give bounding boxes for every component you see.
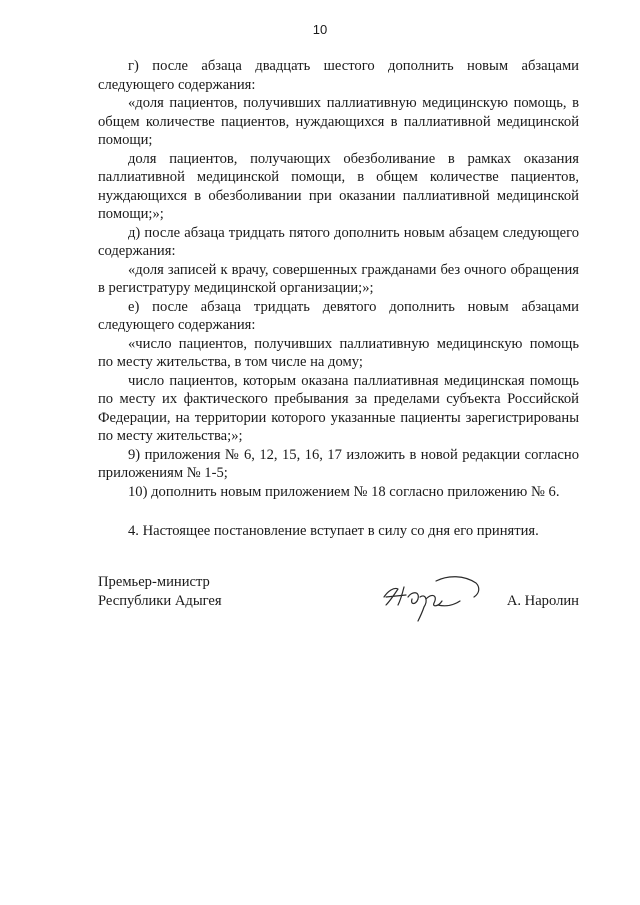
paragraph-quote-palliative-share: «доля пациентов, получивших паллиативную медицинскую помощь, в общем количестве пациентов, нуждающихся в паллиативной медицинской помощи;: [98, 95, 579, 148]
handwritten-signature: [376, 567, 486, 627]
signature-block: [98, 573, 579, 633]
paragraph-quote-online-appointments: «доля записей к врачу, совершенных гражданами без очного обращения в регистратуру медицинской организации;»;: [98, 261, 579, 296]
signatory-title-line-1: Премьер-министр: [98, 574, 210, 590]
paragraph-item-10: 10) дополнить новым приложением № 18 согласно приложению № 6.: [128, 483, 560, 500]
paragraph-effective-date: 4. Настоящее постановление вступает в силу со дня его принятия.: [128, 523, 539, 539]
signatory-title-line-2: Республики Адыгея: [98, 593, 222, 609]
paragraph-item-9: 9) приложения № 6, 12, 15, 16, 17 изложить в новой редакции согласно приложениям № 1-5;: [98, 446, 579, 481]
paragraph-quote-home-palliative: «число пациентов, получивших паллиативную медицинскую помощь по месту жительства, в том числе на дому;: [98, 335, 579, 370]
paragraph-pain-relief-share: доля пациентов, получающих обезболивание в рамках оказания паллиативной медицинской помощи, в общем количестве пациентов, нуждающихся в обезболивании при оказании паллиативной медицинской помощи;»;: [98, 150, 579, 222]
page-number: 10: [312, 22, 328, 37]
paragraph-item-e: е) после абзаца тридцать девятого дополнить новым абзацами следующего содержания:: [98, 298, 579, 333]
signatory-title: [98, 573, 222, 611]
paragraph-out-of-region-palliative: число пациентов, которым оказана паллиативная медицинская помощь по месту их фактического пребывания за пределами субъекта Российской Федерации, на территории которого указанные пациенты зарегистрированы по месту жительства;»;: [98, 372, 579, 444]
paragraph-item-g: г) после абзаца двадцать шестого дополнить новым абзацами следующего содержания:: [98, 58, 579, 93]
signatory-name: А. Наролин: [506, 593, 579, 609]
paragraph-item-d: д) после абзаца тридцать пятого дополнить новым абзацем следующего содержания:: [98, 224, 579, 259]
document-body: [98, 57, 579, 541]
